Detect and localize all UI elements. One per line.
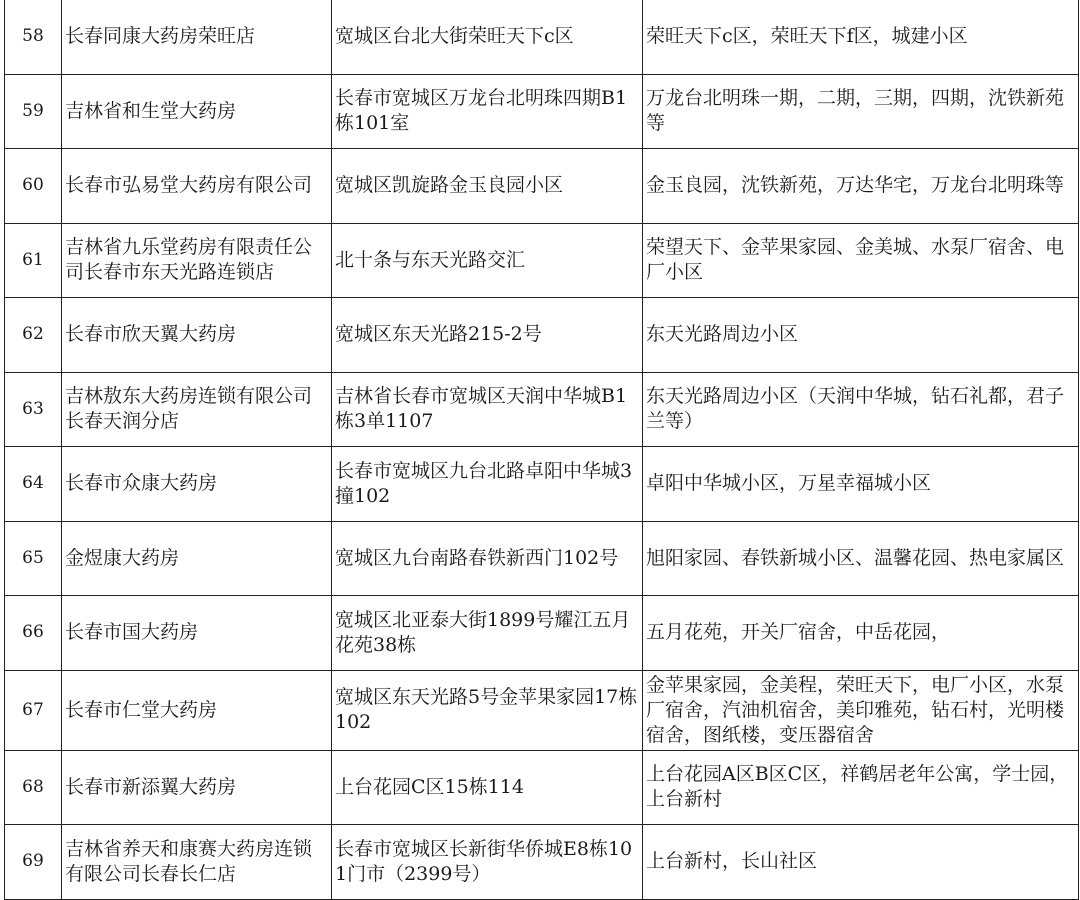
- table-row: [5, 0, 1079, 74]
- pharmacy-name: 吉林省养天和康赛大药房连锁有限公司长春长仁店: [62, 825, 332, 900]
- pharmacy-address: 宽城区东天光路5号金苹果家园17栋102: [332, 670, 643, 750]
- pharmacy-name: 吉林敖东大药房连锁有限公司长春天润分店: [62, 372, 332, 447]
- table-row: [5, 223, 1079, 298]
- row-number: 61: [5, 223, 62, 298]
- row-number: 60: [5, 149, 62, 224]
- pharmacy-name: 长春同康大药房荣旺店: [62, 0, 332, 74]
- pharmacy-name: 吉林省和生堂大药房: [62, 74, 332, 149]
- table-row: [5, 750, 1079, 825]
- table-row: [5, 372, 1079, 447]
- service-area: 金苹果家园，金美程，荣旺天下，电厂小区，水泵厂宿舍，汽油机宿舍，美印雅苑，钻石村，光明楼宿舍，图纸楼，变压器宿舍: [643, 670, 1079, 750]
- service-area: 东天光路周边小区: [643, 298, 1079, 373]
- table-row: [5, 298, 1079, 373]
- pharmacy-table-body: [5, 0, 1079, 899]
- pharmacy-address: 北十条与东天光路交汇: [332, 223, 643, 298]
- pharmacy-table: [4, 0, 1079, 900]
- service-area: 旭阳家园、春铁新城小区、温馨花园、热电家属区: [643, 521, 1079, 596]
- table-row: [5, 521, 1079, 596]
- pharmacy-address: 宽城区东天光路215-2号: [332, 298, 643, 373]
- row-number: 59: [5, 74, 62, 149]
- table-row: [5, 149, 1079, 224]
- row-number: 68: [5, 750, 62, 825]
- pharmacy-name: 长春市弘易堂大药房有限公司: [62, 149, 332, 224]
- row-number: 58: [5, 0, 62, 74]
- row-number: 64: [5, 447, 62, 522]
- service-area: 上台花园A区B区C区，祥鹤居老年公寓，学士园，上台新村: [643, 750, 1079, 825]
- service-area: 五月花苑，开关厂宿舍，中岳花园，: [643, 596, 1079, 671]
- row-number: 62: [5, 298, 62, 373]
- pharmacy-name: 长春市国大药房: [62, 596, 332, 671]
- service-area: 金玉良园，沈铁新苑，万达华宅，万龙台北明珠等: [643, 149, 1079, 224]
- pharmacy-name: 长春市欣天翼大药房: [62, 298, 332, 373]
- pharmacy-address: 宽城区凯旋路金玉良园小区: [332, 149, 643, 224]
- table-row: [5, 74, 1079, 149]
- pharmacy-address: 吉林省长春市宽城区天润中华城B1栋3单1107: [332, 372, 643, 447]
- row-number: 67: [5, 670, 62, 750]
- pharmacy-address: 长春市宽城区万龙台北明珠四期B1栋101室: [332, 74, 643, 149]
- service-area: 东天光路周边小区（天润中华城，钻石礼都，君子兰等）: [643, 372, 1079, 447]
- service-area: 卓阳中华城小区，万星幸福城小区: [643, 447, 1079, 522]
- service-area: 荣旺天下c区，荣旺天下f区，城建小区: [643, 0, 1079, 74]
- service-area: 万龙台北明珠一期，二期，三期，四期，沈铁新苑等: [643, 74, 1079, 149]
- pharmacy-name: 长春市新添翼大药房: [62, 750, 332, 825]
- pharmacy-name: 金煜康大药房: [62, 521, 332, 596]
- service-area: 上台新村，长山社区: [643, 825, 1079, 900]
- table-row: [5, 596, 1079, 671]
- table-row: [5, 447, 1079, 522]
- pharmacy-address: 长春市宽城区九台北路卓阳中华城3撞102: [332, 447, 643, 522]
- service-area: 荣望天下、金苹果家园、金美城、水泵厂宿舍、电厂小区: [643, 223, 1079, 298]
- pharmacy-address: 上台花园C区15栋114: [332, 750, 643, 825]
- pharmacy-address: 宽城区台北大街荣旺天下c区: [332, 0, 643, 74]
- row-number: 63: [5, 372, 62, 447]
- pharmacy-address: 宽城区北亚泰大街1899号耀江五月花苑38栋: [332, 596, 643, 671]
- pharmacy-address: 宽城区九台南路春铁新西门102号: [332, 521, 643, 596]
- table-row: [5, 670, 1079, 750]
- table-row: [5, 825, 1079, 900]
- row-number: 65: [5, 521, 62, 596]
- pharmacy-name: 吉林省九乐堂药房有限责任公司长春市东天光路连锁店: [62, 223, 332, 298]
- row-number: 69: [5, 825, 62, 900]
- row-number: 66: [5, 596, 62, 671]
- pharmacy-name: 长春市众康大药房: [62, 447, 332, 522]
- pharmacy-address: 长春市宽城区长新街华侨城E8栋101门市（2399号）: [332, 825, 643, 900]
- pharmacy-name: 长春市仁堂大药房: [62, 670, 332, 750]
